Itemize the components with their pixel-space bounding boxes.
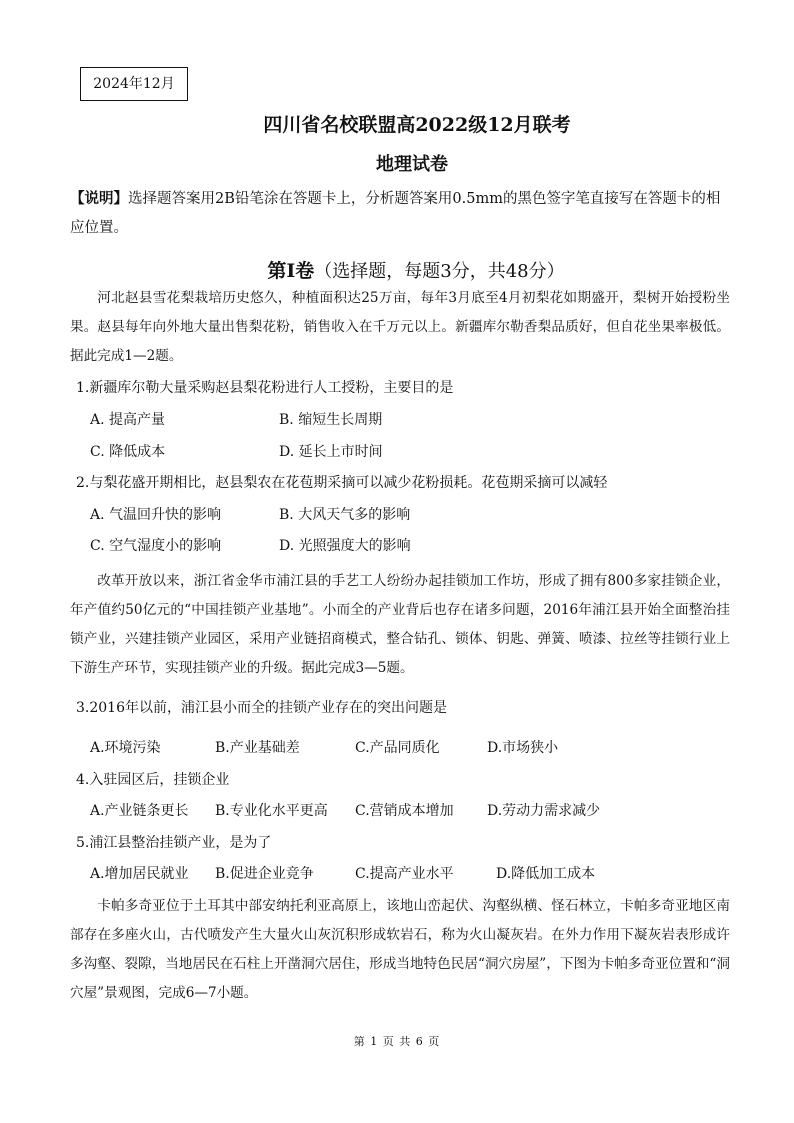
passage-3: 卡帕多奇亚位于土耳其中部安纳托利亚高原上，该地山峦起伏、沟壑纵横、怪石林立，卡帕多奇亚地区南部存在多座火山，古代喷发产生大量火山灰沉积形成软岩石，称为火山凝灰岩。在外力作用下凝灰岩表形成许多沟壑、裂隙，当地居民在石柱上开凿洞穴居住，形成当地特色民居“洞穴房屋”，下图为卡帕多奇亚位置和“洞穴屋”景观图，完成6—7小题。 [70,898,730,1001]
q5-option-a[interactable]: A.增加居民就业 [90,866,189,882]
section-detail: （选择题，每题3分，共48分） [314,261,565,282]
q1-option-c[interactable]: C. 降低成本 [90,444,166,460]
instructions-note [70,184,726,243]
passage-1: 河北赵县雪花梨栽培历史悠久，种植面积达25万亩，每年3月底至4月初梨花如期盛开，梨树开始授粉坐果。赵县每年向外地大量出售梨花粉，销售收入在千万元以上。新疆库尔勒香梨品质好，但自花坐果率极低。据此完成1—2题。 [70,290,730,364]
q4-option-c[interactable]: C.营销成本增加 [355,803,454,819]
question-5-stem: 5.浦江县整治挂锁产业，是为了 [76,835,272,851]
q4-option-d[interactable]: D.劳动力需求减少 [487,803,601,819]
q3-option-a[interactable]: A.环境污染 [90,740,161,756]
q1-option-b[interactable]: B. 缩短生长周期 [279,412,383,428]
q4-option-b[interactable]: B.专业化水平更高 [215,803,328,819]
q2-option-d[interactable]: D. 光照强度大的影响 [279,538,411,554]
date-box: 2024年12月 [80,67,188,101]
q2-option-b[interactable]: B. 大风天气多的影响 [279,507,411,523]
question-3-stem: 3.2016年以前，浦江县小而全的挂锁产业存在的突出问题是 [76,700,447,716]
q3-option-d[interactable]: D.市场狭小 [487,740,559,756]
page-footer: 第 1 页 共 6 页 [353,1035,441,1048]
q1-option-a[interactable]: A. 提高产量 [90,412,166,428]
q5-option-b[interactable]: B.促进企业竞争 [215,866,314,882]
q2-option-a[interactable]: A. 气温回升快的影响 [90,507,222,523]
q5-option-c[interactable]: C.提高产业水平 [355,866,454,882]
q1-option-d[interactable]: D. 延长上市时间 [279,444,383,460]
section-title: 第Ⅰ卷 [267,260,315,282]
q3-option-b[interactable]: B.产业基础差 [215,740,300,756]
q3-option-c[interactable]: C.产品同质化 [355,740,440,756]
exam-title: 四川省名校联盟高2022级12月联考 [263,114,571,136]
note-text: 选择题答案用2B铅笔涂在答题卡上，分析题答案用0.5mm的黑色签字笔直接写在答题卡的相应位置。 [70,191,721,236]
section-heading [0,256,794,283]
q4-option-a[interactable]: A.产业链条更长 [90,803,189,819]
q2-option-c[interactable]: C. 空气湿度小的影响 [90,538,222,554]
exam-subtitle: 地理试卷 [376,154,448,175]
question-1-stem: 1.新疆库尔勒大量采购赵县梨花粉进行人工授粉，主要目的是 [76,380,454,396]
question-2-stem: 2.与梨花盛开期相比，赵县梨农在花苞期采摘可以减少花粉损耗。花苞期采摘可以减轻 [76,475,608,491]
question-4-stem: 4.入驻园区后，挂锁企业 [76,772,230,788]
passage-2: 改革开放以来，浙江省金华市浦江县的手艺工人纷纷办起挂锁加工作坊，形成了拥有800多家挂锁企业，年产值约50亿元的“中国挂锁产业基地”。小而全的产业背后也存在诸多问题，2016年浦江县开始全面整治挂锁产业，兴建挂锁产业园区，采用产业链招商模式，整合钻孔、锁体、钥匙、弹簧、喷漆、拉丝等挂锁行业上下游生产环节，实现挂锁产业的升级。据此完成3—5题。 [70,573,730,676]
note-label: 【说明】 [70,190,128,207]
q5-option-d[interactable]: D.降低加工成本 [496,866,596,882]
